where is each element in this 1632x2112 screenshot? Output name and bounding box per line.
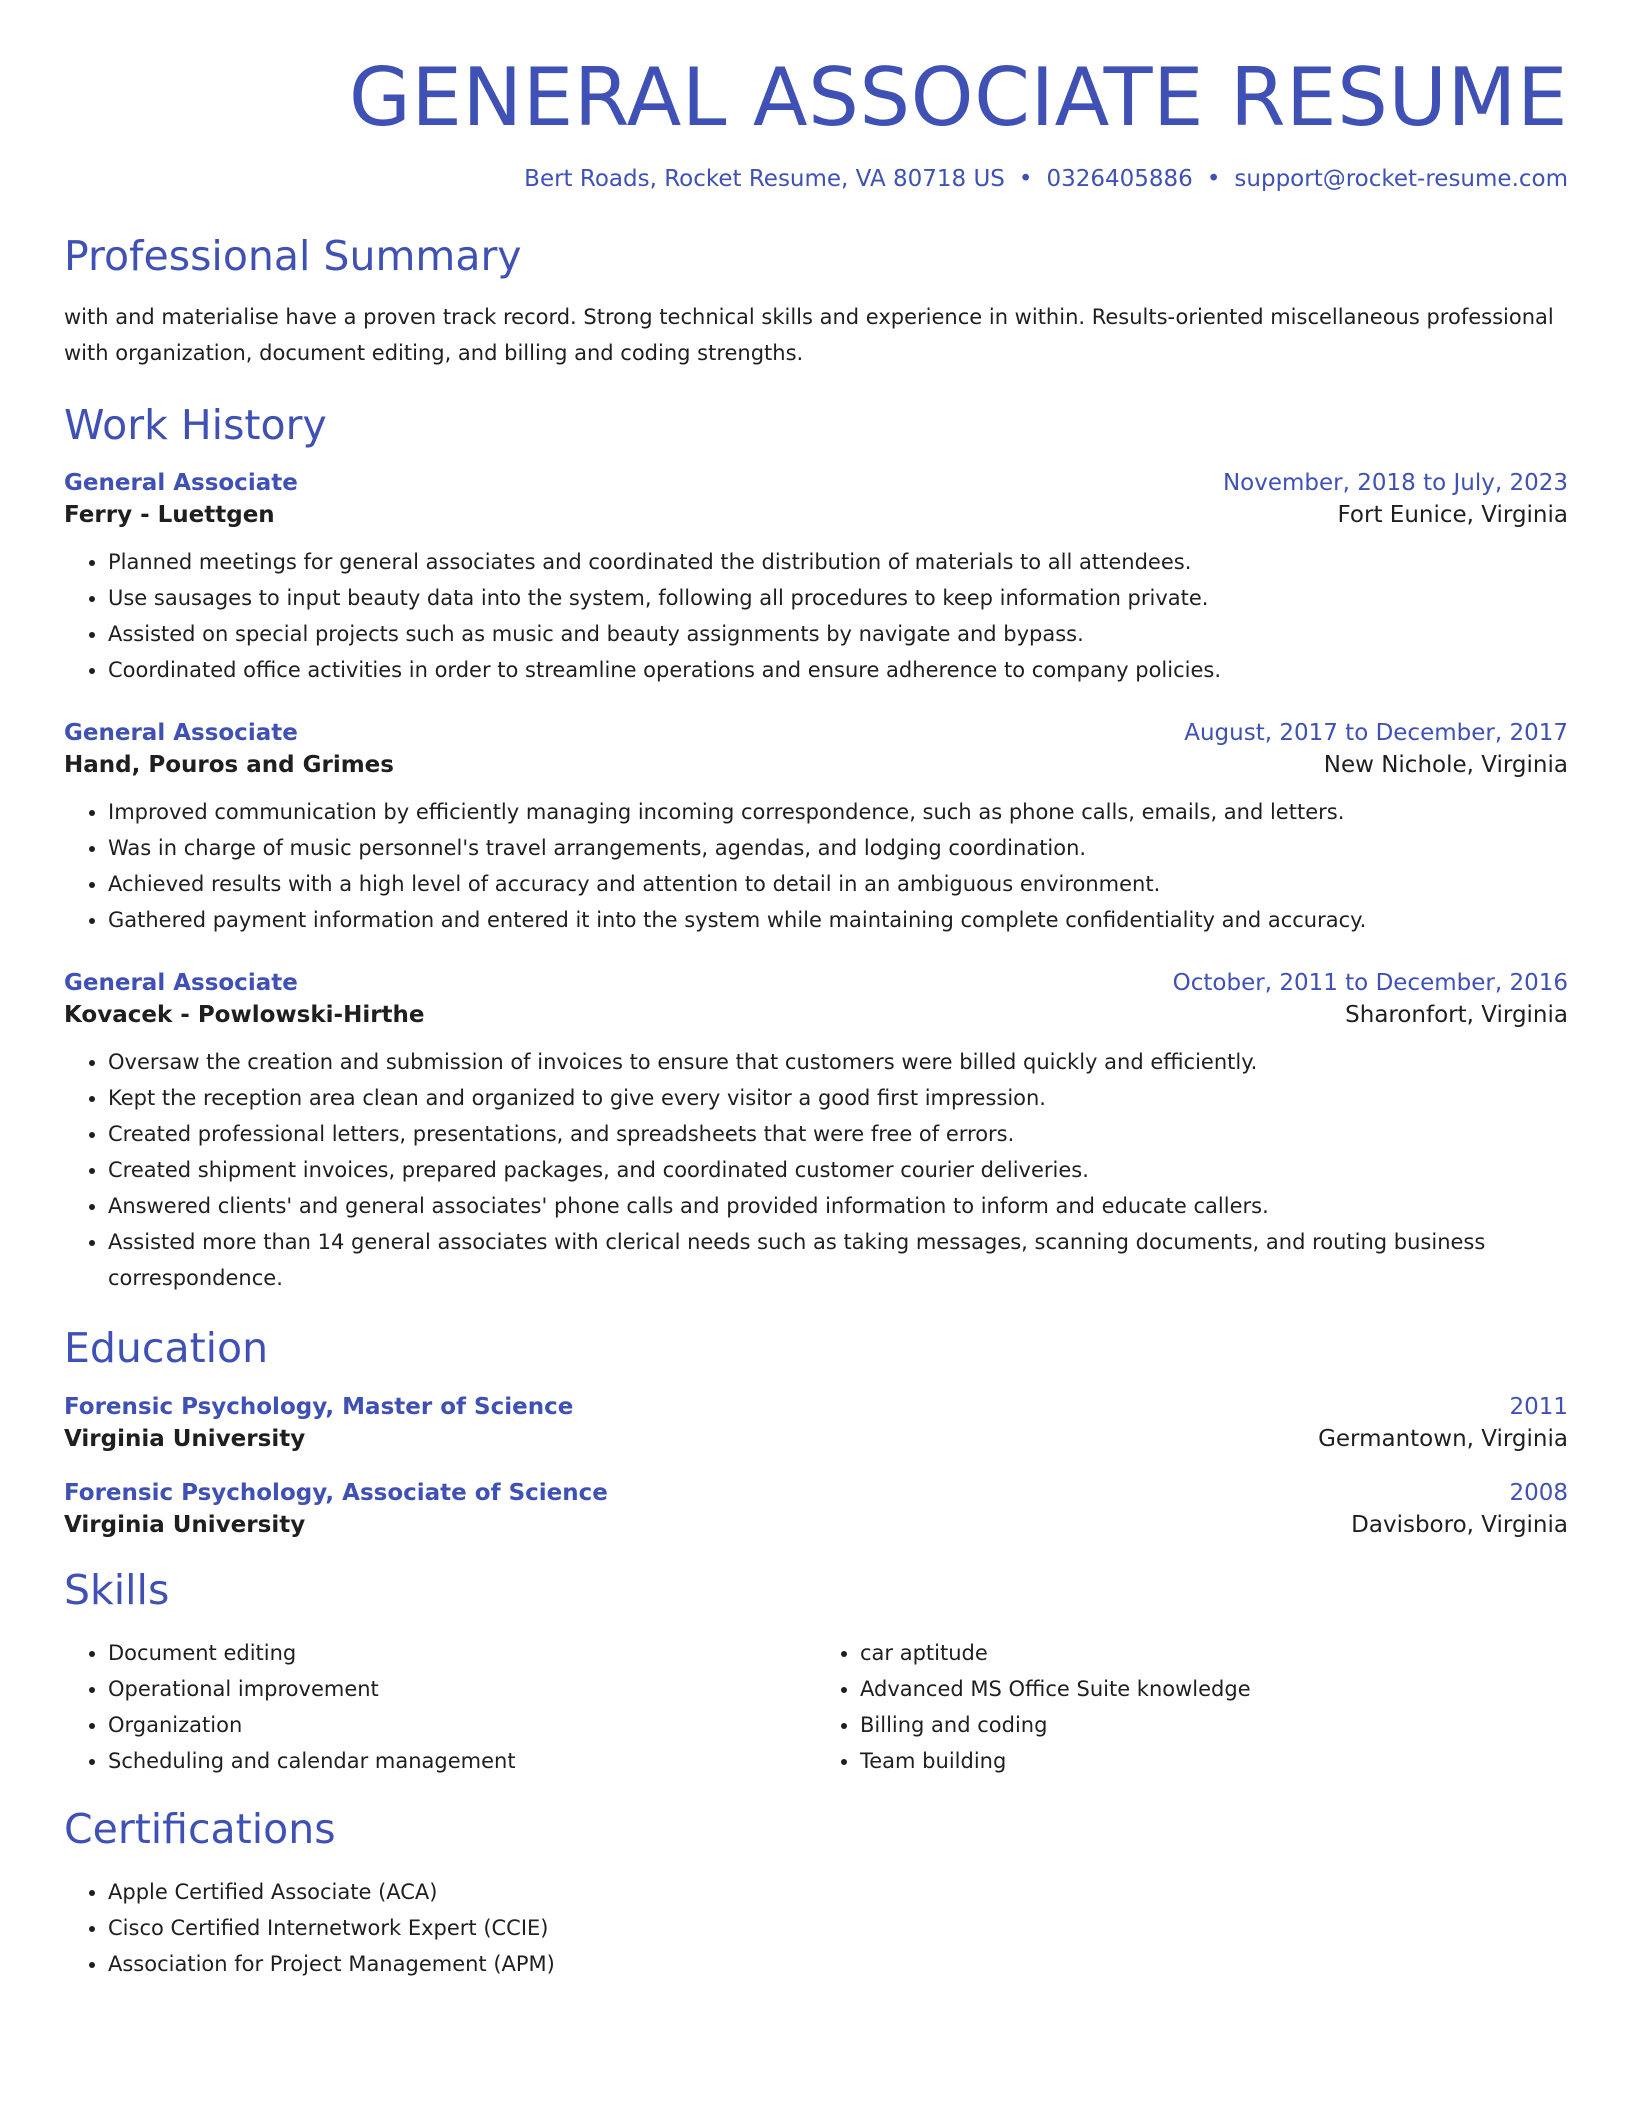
skills-list-right — [816, 1635, 1568, 1779]
education-location: Germantown, Virginia — [1318, 1425, 1568, 1452]
education-school: Virginia University — [64, 1511, 306, 1538]
job-dates: November, 2018 to July, 2023 — [1222, 470, 1568, 497]
job-title: General Associate — [64, 470, 298, 497]
section-title-skills: Skills — [64, 1565, 170, 1614]
contact-phone: 0326405886 — [1046, 166, 1193, 192]
job-location: Fort Eunice, Virginia — [1337, 502, 1568, 529]
job-dates: August, 2017 to December, 2017 — [1184, 720, 1568, 747]
job-bullet: • Answered clients' and general associates' phone calls and provided information to inform and educate callers. — [108, 1188, 1568, 1224]
job-bullet: • Improved communication by efficiently managing incoming correspondence, such as phone calls, emails, and letters. — [108, 794, 1568, 830]
certification-item: • Association for Project Management (APM) — [108, 1946, 1568, 1982]
education-subheader — [64, 1512, 1568, 1538]
section-title-certifications: Certifications — [64, 1804, 336, 1853]
education-entry — [64, 1394, 1568, 1452]
job-entry — [64, 970, 1568, 1296]
section-title-work: Work History — [64, 401, 327, 450]
education-subheader — [64, 1426, 1568, 1452]
job-title: General Associate — [64, 720, 298, 747]
education-header — [64, 1394, 1568, 1420]
contact-email: support@rocket-resume.com — [1234, 166, 1568, 192]
skill-item: • car aptitude — [860, 1635, 1568, 1671]
job-title: General Associate — [64, 970, 298, 997]
skills-list-left — [64, 1635, 816, 1779]
education-year: 2008 — [1509, 1479, 1568, 1506]
job-location: New Nichole, Virginia — [1323, 752, 1568, 779]
job-company: Ferry - Luettgen — [64, 502, 275, 529]
education-entry — [64, 1480, 1568, 1538]
job-bullet: • Kept the reception area clean and organized to give every visitor a good first impression. — [108, 1080, 1568, 1116]
skills-section — [64, 1566, 1568, 1779]
certifications-section — [64, 1805, 1568, 1982]
job-bullet: • Created professional letters, presentations, and spreadsheets that were free of errors. — [108, 1116, 1568, 1152]
education-header — [64, 1480, 1568, 1506]
section-title-education: Education — [64, 1324, 269, 1373]
contact-address: Bert Roads, Rocket Resume, VA 80718 US — [524, 166, 1005, 192]
job-bullets — [64, 1044, 1568, 1296]
summary-section — [64, 232, 1568, 371]
job-location: Sharonfort, Virginia — [1345, 1002, 1568, 1029]
skill-item: • Document editing — [108, 1635, 816, 1671]
education-location: Davisboro, Virginia — [1351, 1511, 1568, 1538]
education-degree: Forensic Psychology, Master of Science — [64, 1393, 574, 1420]
education-school: Virginia University — [64, 1425, 306, 1452]
education-section — [64, 1324, 1568, 1537]
skill-item: • Billing and coding — [860, 1707, 1568, 1743]
job-bullet: • Gathered payment information and entered it into the system while maintaining complete confidentiality and accuracy. — [108, 902, 1568, 938]
job-subheader — [64, 502, 1568, 528]
job-bullets — [64, 794, 1568, 938]
skill-item: • Operational improvement — [108, 1671, 816, 1707]
certifications-list — [64, 1874, 1568, 1982]
certification-item: • Apple Certified Associate (ACA) — [108, 1874, 1568, 1910]
work-section — [64, 401, 1568, 1296]
separator-dot: • — [1206, 166, 1221, 192]
job-entry — [64, 470, 1568, 688]
job-header — [64, 970, 1568, 996]
resume-header — [64, 0, 1568, 192]
job-header — [64, 720, 1568, 746]
section-title-summary: Professional Summary — [64, 232, 522, 280]
job-subheader — [64, 752, 1568, 778]
certification-item: • Cisco Certified Internetwork Expert (CCIE) — [108, 1910, 1568, 1946]
education-degree: Forensic Psychology, Associate of Science — [64, 1479, 608, 1506]
education-year: 2011 — [1509, 1393, 1568, 1420]
job-bullet: • Created shipment invoices, prepared packages, and coordinated customer courier deliveries. — [108, 1152, 1568, 1188]
skill-item: • Scheduling and calendar management — [108, 1743, 816, 1779]
job-bullet: • Was in charge of music personnel's travel arrangements, agendas, and lodging coordination. — [108, 830, 1568, 866]
job-bullet: • Oversaw the creation and submission of invoices to ensure that customers were billed quickly and efficiently. — [108, 1044, 1568, 1080]
job-dates: October, 2011 to December, 2016 — [1172, 970, 1568, 997]
job-company: Hand, Pouros and Grimes — [64, 752, 394, 779]
job-entry — [64, 720, 1568, 938]
skill-item: • Advanced MS Office Suite knowledge — [860, 1671, 1568, 1707]
skill-item: • Team building — [860, 1743, 1568, 1779]
job-bullet: • Assisted on special projects such as music and beauty assignments by navigate and bypass. — [108, 616, 1568, 652]
job-bullet: • Coordinated office activities in order to streamline operations and ensure adherence to company policies. — [108, 652, 1568, 688]
skill-item: • Organization — [108, 1707, 816, 1743]
summary-text: with and materialise have a proven track record. Strong technical skills and experience in within. Results-oriented miscellaneous professional with organization, document editing, and billing and coding strengths. — [64, 305, 1554, 366]
job-company: Kovacek - Powlowski-Hirthe — [64, 1002, 425, 1029]
job-header — [64, 470, 1568, 496]
job-bullet: • Achieved results with a high level of accuracy and attention to detail in an ambiguous environment. — [108, 866, 1568, 902]
job-subheader — [64, 1002, 1568, 1028]
resume-name: GENERAL ASSOCIATE RESUME — [348, 51, 1568, 144]
contact-line — [64, 166, 1568, 192]
job-bullet: • Assisted more than 14 general associates with clerical needs such as taking messages, scanning documents, and routing business correspondence. — [108, 1224, 1568, 1296]
job-bullets — [64, 544, 1568, 688]
skills-columns — [64, 1635, 1568, 1779]
job-bullet: • Planned meetings for general associates and coordinated the distribution of materials to all attendees. — [108, 544, 1568, 580]
separator-dot: • — [1018, 166, 1033, 192]
job-bullet: • Use sausages to input beauty data into the system, following all procedures to keep information private. — [108, 580, 1568, 616]
